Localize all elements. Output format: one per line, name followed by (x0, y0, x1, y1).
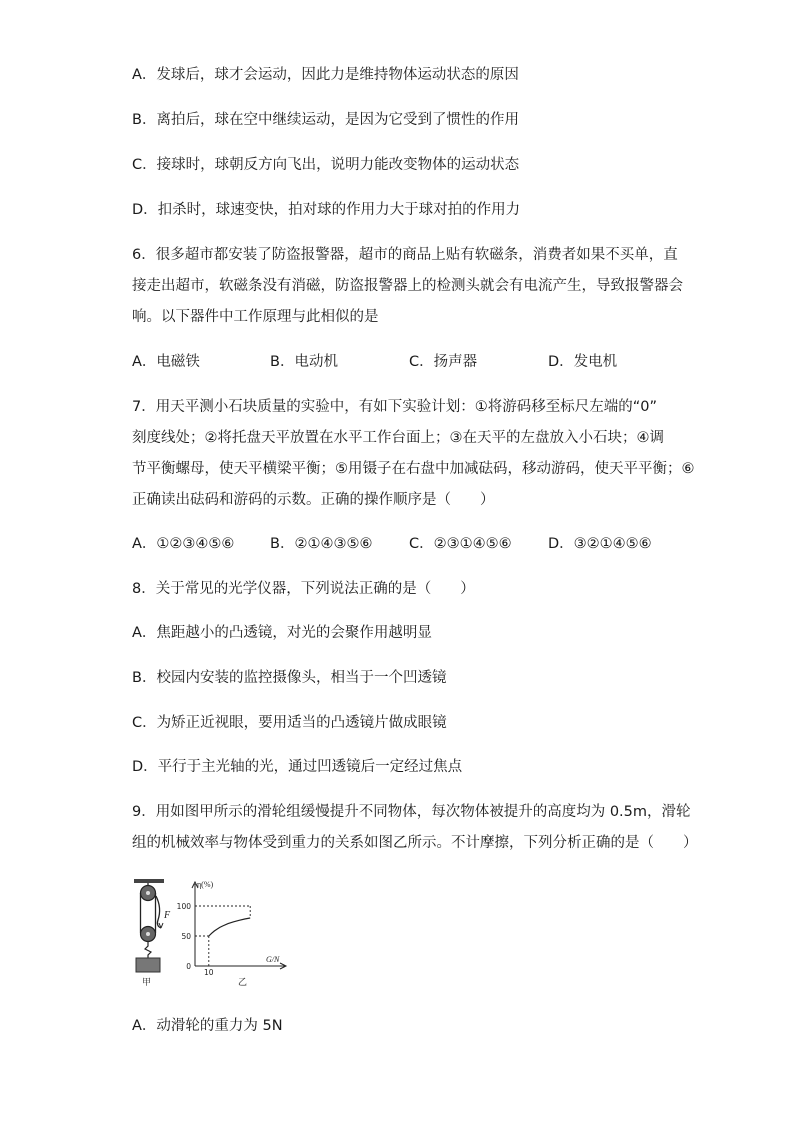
q5-option-b: B．离拍后，球在空中继续运动，是因为它受到了惯性的作用 (132, 112, 519, 128)
q7-option-d: D．③②①④⑤⑥ (548, 536, 652, 552)
y-tick-label: 50 (181, 932, 191, 941)
y-tick-label: 0 (186, 962, 191, 971)
q7-option-b: B．②①④③⑤⑥ (270, 536, 373, 552)
fixed-pulley-axle (146, 891, 150, 895)
q7-stem-line: 节平衡螺母，使天平横梁平衡；⑤用镊子在右盘中加减砝码，移动游码，使天平平衡；⑥ (132, 461, 695, 477)
q7-stem-line: 正确读出砝码和游码的示数。正确的操作顺序是（ ） (132, 492, 495, 508)
q7-stem-line: 7．用天平测小石块质量的实验中，有如下实验计划：①将游码移至标尺左端的“0” (132, 399, 657, 415)
q7-stem-line: 刻度线处；②将托盘天平放置在水平工作台面上；③在天平的左盘放入小石块；④调 (132, 430, 664, 446)
q8-option-a: A．焦距越小的凸透镜，对光的会聚作用越明显 (132, 625, 432, 641)
q6-option-b: B．电动机 (270, 354, 338, 370)
q8-stem-line: 8．关于常见的光学仪器，下列说法正确的是（ ） (132, 581, 475, 597)
q6-stem-line: 响。以下器件中工作原理与此相似的是 (132, 309, 379, 325)
efficiency-graph (177, 880, 286, 986)
reference-lines (195, 906, 250, 966)
q6-option-d: D．发电机 (548, 354, 618, 370)
q6-option-c: C．扬声器 (409, 354, 478, 370)
pulley-diagram (134, 879, 171, 986)
q8-option-c: C．为矫正近视眼，要用适当的凸透镜片做成眼镜 (132, 715, 447, 731)
q9-figure (128, 876, 293, 986)
movable-pulley-axle (146, 932, 150, 936)
q6-stem-line: 接走出超市，软磁条没有消磁，防盗报警器上的检测头就会有电流产生，导致报警器会 (132, 278, 683, 294)
q5-option-d: D．扣杀时，球速变快，拍对球的作用力大于球对拍的作用力 (132, 202, 521, 218)
caption-jia: 甲 (142, 978, 152, 986)
efficiency-curve (209, 918, 250, 936)
y-tick-label: 100 (176, 902, 191, 911)
q8-option-d: D．平行于主光轴的光，通过凹透镜后一定经过焦点 (132, 759, 463, 775)
hook-icon (145, 942, 151, 959)
load-block (136, 958, 160, 972)
x-axis-label: G/N (266, 955, 280, 964)
q9-stem-line: 9．用如图甲所示的滑轮组缓慢提升不同物体，每次物体被提升的高度均为 0.5m，滑轮 (132, 804, 691, 820)
ceiling-bar (134, 879, 164, 883)
force-label: F (164, 910, 171, 921)
caption-yi: 乙 (238, 978, 248, 986)
q5-option-c: C．接球时，球朝反方向飞出，说明力能改变物体的运动状态 (132, 157, 520, 173)
y-axis-label: η(%) (197, 880, 214, 889)
q7-option-c: C．②③①④⑤⑥ (409, 536, 512, 552)
q7-option-a: A．①②③④⑤⑥ (132, 536, 235, 552)
q6-option-a: A．电磁铁 (132, 354, 200, 370)
q5-option-a: A．发球后，球才会运动，因此力是维持物体运动状态的原因 (132, 67, 519, 83)
q6-stem-line: 6．很多超市都安装了防盗报警器，超市的商品上贴有软磁条，消费者如果不买单，直 (132, 247, 678, 263)
rope-free-end (156, 896, 161, 928)
q9-option-a: A．动滑轮的重力为 5N (132, 1018, 283, 1034)
q9-stem-line: 组的机械效率与物体受到重力的关系如图乙所示。不计摩擦，下列分析正确的是（ ） (132, 835, 698, 851)
x-tick-label: 10 (204, 968, 214, 977)
q8-option-b: B．校园内安装的监控摄像头，相当于一个凹透镜 (132, 670, 447, 686)
